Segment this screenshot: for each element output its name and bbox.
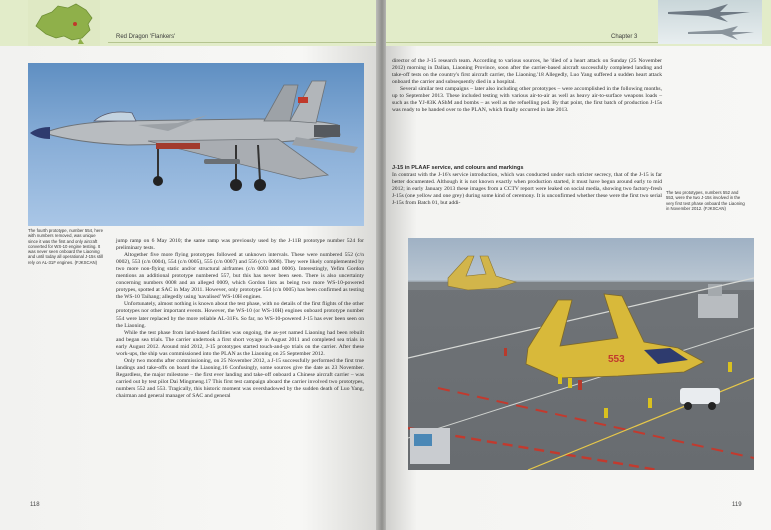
left-page-number: 118 <box>30 502 40 508</box>
aircraft-number: 553 <box>608 354 625 365</box>
j15-prototype-photo <box>28 63 364 226</box>
right-page <box>386 0 771 530</box>
right-body-text-bottom <box>392 164 662 207</box>
left-paragraph: Altogether five more flying prototypes followed at unknown intervals. These were numbered 552 (c/n 0002), 553 (c/n 0004), 554 (c/n 0005), 555 (c/n 0007) and 556 (c/n 0008). They were likely complemented by two more non-flying static and/or structural airframes (c/n 0003 and 0006). Interestingly, Yefim Gordon mentions an additional prototype numbered 557, but this has never been seen. There is also uncertainty concerning numbers 0008 and an alleged 0009, which Gordon lists as being two more WS-10-powered protypes, spotted at SAC in May 2011. However, only prototype 554 (c/n 0005) has been confirmed as testing the WS-10 Taihang; allegedly using 'navalised' WS-10H engines. <box>116 252 364 301</box>
right-header-rule <box>386 42 661 43</box>
right-paragraph: Several similar test campaigns – later also including other prototypes – were accomplished in the following months, up to September 2013. These included testing with various air-to-air as well as heavy air-to-surface weapons loads – such as the YJ-83K AShM and bombs – as well as the refuelling pod. By that point, the first batch of production J-15s was ready to be handed over to the PLAN, which finally occurred in late 2013. <box>392 86 662 114</box>
left-paragraph: Only two months after commissioning, on 25 November 2012, a J-15 successfully performed the first true landings and take-offs on board the Liaoning.16 Confusingly, some sources give the date as 23 November. Regardless, the major milestone – the first ever landing and take-off onboard a Chinese aircraft carrier – was carried out by test pilot Dai Mingmeng.17 This first test campaign aboard the carrier involved two prototypes, numbers 552 and 553. Tragically, this historic moment was overshadowed by the sudden death of Luo Yang, chairman and general manager of SAC and general <box>116 357 364 400</box>
left-running-head: Red Dragon 'Flankers' <box>116 34 176 40</box>
left-header-rule <box>108 42 378 43</box>
china-map-icon <box>28 0 100 46</box>
left-page <box>0 0 378 530</box>
flanker-silhouette-icon <box>658 0 762 44</box>
left-paragraph: jump ramp on 6 May 2010; the same ramp was previously used by the J-11B prototype number 524 for preliminary tests. <box>116 238 364 252</box>
section-heading: J-15 in PLAAF service, and colours and markings <box>392 165 524 171</box>
right-body-text-top <box>392 58 662 114</box>
right-paragraph: In contrast with the J-16's service introduction, which was conducted under such stricter secrecy, that of the J-15 is far better documented. Although it is not known exactly when production started, it must have begun around early to mid 2012; in early January 2013 these images from a CCTV report were leaked on social media, showing two factory-fresh J-15s (one yellow and one grey) during some kind of ceremony. It is unconfirmed whether these were the first two serial J-15s from Batch 01, but addi- <box>392 172 662 207</box>
left-paragraph: Unfortunately, almost nothing is known about the test phase, with no details of the first flights of the other prototypes nor other important events. However, the WS-10 (or WS-10H) engines onboard prototype number 554 were later replaced by the more reliable AL-31Fs. So far, no WS-10-powered J-15 has ever been seen on the Liaoning. <box>116 301 364 329</box>
carrier-deck-photo <box>408 238 754 470</box>
right-photo-caption: The two prototypes, numbers 552 and 553, were the two J-15s involved in the very first test phase onboard the Liaoning in November 2012. (FJKSCAN) <box>666 190 745 211</box>
right-paragraph: director of the J-15 research team. According to various sources, he 'died of a heart attack on Sunday (25 November 2012) morning in Dalian, Liaoning Province, soon after the carrier-based aircraft successfully completed landing and take-off tests on the country's first aircraft carrier, the Liaoning.'18 Allegedly, Luo Yang suffered a sudden heart attack onboard the carrier and subsequently died in a hospital. <box>392 58 662 86</box>
left-body-text <box>116 238 364 400</box>
right-page-number: 119 <box>732 502 742 508</box>
left-paragraph: While the test phase from land-based facilities was ongoing, the as-yet named Liaoning had been rebuilt and began sea trials. The carrier undertook a first short voyage in August 2011 and completed sea trials in early August 2012. Around mid 2012, J-15 prototypes started touch-and-go trials on the carrier. After these work-ups, the ship was commissioned into the PLAN as the Liaoning on 25 September 2012. <box>116 329 364 357</box>
right-running-head: Chapter 3 <box>611 34 638 40</box>
left-photo-caption: The fourth prototype, number 554, here with numbers removed, was unique since it was the first and only aircraft converted for WS-10 engine testing. It was never seen onboard the Liaoning and until today all operational J-15s still rely on AL-31F engines. (FJKSCAN) <box>28 228 104 265</box>
